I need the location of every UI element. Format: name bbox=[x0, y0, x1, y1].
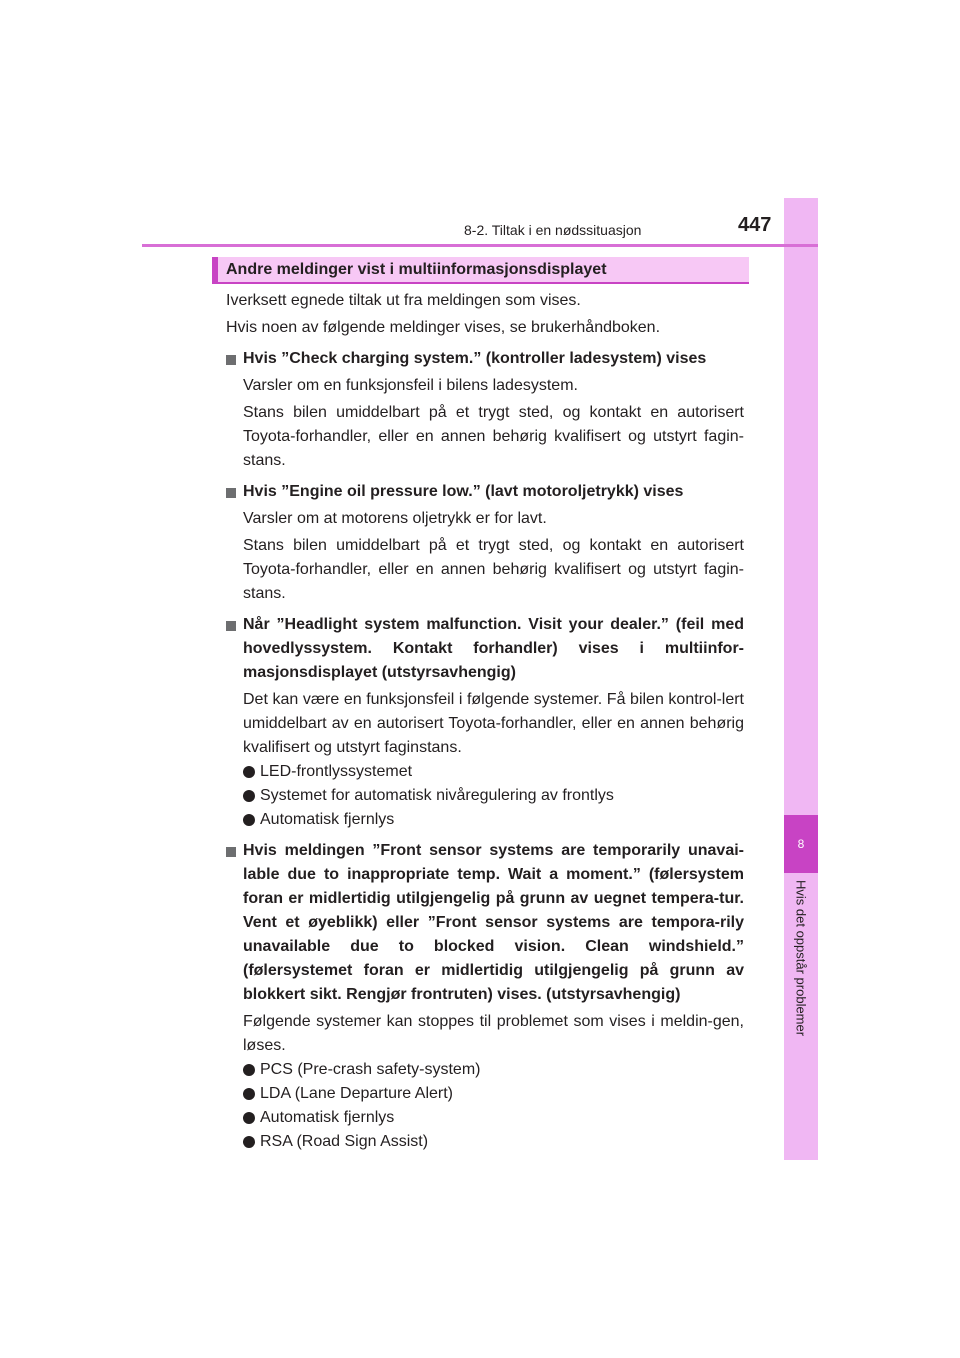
section-reference: 8-2. Tiltak i en nødssituasjon bbox=[464, 222, 642, 238]
message-heading: Hvis ”Engine oil pressure low.” (lavt motoroljetrykk) vises bbox=[243, 483, 684, 500]
round-bullet-icon bbox=[243, 1136, 255, 1148]
list-item-label: LDA (Lane Departure Alert) bbox=[260, 1085, 453, 1102]
list-item bbox=[243, 784, 744, 808]
message-paragraph: Følgende systemer kan stoppes til problemet som vises i meldin-gen, løses. bbox=[243, 1013, 744, 1054]
title-accent-bar bbox=[212, 257, 218, 282]
section-title: Andre meldinger vist i multiinformasjonsdisplayet bbox=[226, 261, 607, 278]
round-bullet-icon bbox=[243, 1112, 255, 1124]
list-item bbox=[243, 1130, 744, 1154]
round-bullet-icon bbox=[243, 1064, 255, 1076]
message-item bbox=[226, 347, 744, 473]
square-bullet-icon bbox=[226, 847, 236, 857]
round-bullet-icon bbox=[243, 1088, 255, 1100]
list-item-label: RSA (Road Sign Assist) bbox=[260, 1133, 429, 1150]
list-item bbox=[243, 1106, 744, 1130]
chapter-title: Hvis det oppstår problemer bbox=[793, 880, 809, 1037]
main-content bbox=[226, 289, 744, 1154]
message-heading: Når ”Headlight system malfunction. Visit your dealer.” (feil med hovedlyssystem. Kontakt forhandler) vises i multiinfor-masjonsdisplayet (utstyrsavhengig) bbox=[243, 616, 744, 681]
message-paragraph: Stans bilen umiddelbart på et trygt sted, og kontakt en autorisert Toyota-forhandler, eller en annen behørig kvalifisert og utstyrt fagin-stans. bbox=[243, 537, 744, 602]
square-bullet-icon bbox=[226, 355, 236, 365]
message-item bbox=[226, 480, 744, 606]
message-paragraph: Det kan være en funksjonsfeil i følgende systemer. Få bilen kontrol-lert umiddelbart av en autorisert Toyota-forhandler, eller en annen behørig kvalifisert og utstyrt faginstans. bbox=[243, 691, 744, 756]
section-title-box bbox=[212, 257, 749, 284]
list-item bbox=[243, 1058, 744, 1082]
message-paragraph: Varsler om at motorens oljetrykk er for lavt. bbox=[243, 510, 547, 527]
message-paragraph: Varsler om en funksjonsfeil i bilens ladesystem. bbox=[243, 377, 578, 394]
list-item bbox=[243, 1082, 744, 1106]
list-item-label: Automatisk fjernlys bbox=[260, 1109, 395, 1126]
square-bullet-icon bbox=[226, 621, 236, 631]
header-divider bbox=[142, 244, 818, 247]
message-item bbox=[226, 839, 744, 1154]
intro-paragraph: Hvis noen av følgende meldinger vises, se brukerhåndboken. bbox=[226, 319, 661, 336]
round-bullet-icon bbox=[243, 790, 255, 802]
message-heading: Hvis meldingen ”Front sensor systems are temporarily unavai-lable due to inappropriate temp. Wait a moment.” (følersystem foran er midlertidig utilgjengelig på grunn av uegnet tempera-tur. Vent et øyeblikk) eller ”Front sensor systems are tempora-rily unavailable due to blocked vision. Clean windshield.” (følersystemet foran er midlertidig utilgjengelig på grunn av blokkert sikt. Rengjør frontruten) vises. (utstyrsavhengig) bbox=[243, 842, 744, 1003]
round-bullet-icon bbox=[243, 814, 255, 826]
list-item-label: LED-frontlyssystemet bbox=[260, 763, 413, 780]
message-heading: Hvis ”Check charging system.” (kontroller ladesystem) vises bbox=[243, 350, 707, 367]
message-paragraph: Stans bilen umiddelbart på et trygt sted, og kontakt en autorisert Toyota-forhandler, eller en annen behørig kvalifisert og utstyrt fagin-stans. bbox=[243, 404, 744, 469]
chapter-number-tab bbox=[784, 815, 818, 873]
page-number: 447 bbox=[738, 214, 772, 236]
round-bullet-icon bbox=[243, 766, 255, 778]
chapter-number: 8 bbox=[797, 837, 805, 851]
list-item-label: Systemet for automatisk nivåregulering av frontlys bbox=[260, 787, 614, 804]
list-item-label: Automatisk fjernlys bbox=[260, 811, 395, 828]
intro-paragraph: Iverksett egnede tiltak ut fra meldingen som vises. bbox=[226, 292, 581, 309]
list-item-label: PCS (Pre-crash safety-system) bbox=[260, 1061, 481, 1078]
list-item bbox=[243, 760, 744, 784]
message-item bbox=[226, 613, 744, 832]
list-item bbox=[243, 808, 744, 832]
square-bullet-icon bbox=[226, 488, 236, 498]
